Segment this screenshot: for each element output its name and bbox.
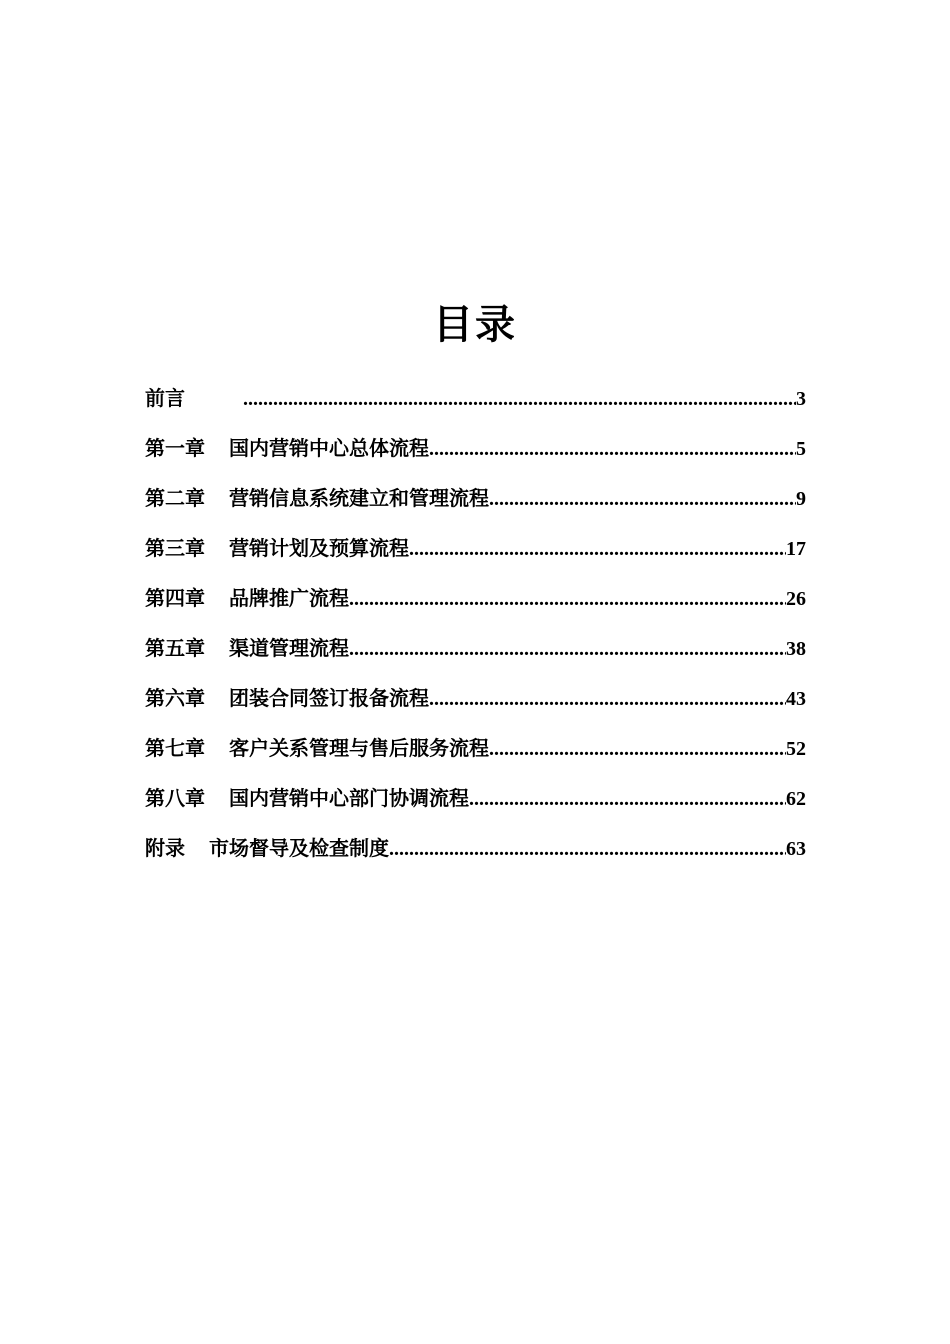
toc-entry-title: 品牌推广流程 xyxy=(229,586,349,610)
toc-entry-preface[interactable] xyxy=(145,380,806,430)
toc-entry-chapter-5[interactable] xyxy=(145,630,806,680)
toc-chapter-label: 前言 xyxy=(145,386,185,410)
toc-entry-appendix[interactable] xyxy=(145,830,806,880)
toc-page-number: 26 xyxy=(786,588,806,610)
toc-page-number: 62 xyxy=(786,788,806,810)
toc-page-number: 17 xyxy=(786,538,806,560)
toc-page-number: 43 xyxy=(786,688,806,710)
toc-page-number: 38 xyxy=(786,638,806,660)
toc-chapter-label: 第六章 xyxy=(145,686,205,710)
toc-chapter-label: 第八章 xyxy=(145,786,205,810)
toc-dot-leader xyxy=(469,781,786,817)
toc-page-number: 52 xyxy=(786,738,806,760)
toc-entry-title: 团装合同签订报备流程 xyxy=(229,686,429,710)
toc-page-number: 63 xyxy=(786,838,806,860)
toc-dot-leader xyxy=(243,381,796,417)
toc-entry-title: 客户关系管理与售后服务流程 xyxy=(229,736,489,760)
toc-chapter-label: 第五章 xyxy=(145,636,205,660)
toc-chapter-label: 第七章 xyxy=(145,736,205,760)
toc-entry-title: 营销计划及预算流程 xyxy=(229,536,409,560)
toc-dot-leader xyxy=(389,831,786,867)
toc-chapter-label: 第三章 xyxy=(145,536,205,560)
toc-dot-leader xyxy=(429,431,796,467)
toc-title: 目录 xyxy=(433,302,517,348)
toc-entry-chapter-3[interactable] xyxy=(145,530,806,580)
toc-page-number: 9 xyxy=(796,488,806,510)
toc-entry-chapter-7[interactable] xyxy=(145,730,806,780)
toc-dot-leader xyxy=(349,631,786,667)
toc-entry-title: 国内营销中心部门协调流程 xyxy=(229,786,469,810)
toc-chapter-label: 第二章 xyxy=(145,486,205,510)
toc-list xyxy=(145,380,806,880)
toc-entry-title: 市场督导及检查制度 xyxy=(209,836,389,860)
toc-chapter-label: 第四章 xyxy=(145,586,205,610)
toc-entry-chapter-6[interactable] xyxy=(145,680,806,730)
toc-page-number: 3 xyxy=(796,388,806,410)
toc-entry-chapter-8[interactable] xyxy=(145,780,806,830)
toc-dot-leader xyxy=(429,681,786,717)
toc-page-number: 5 xyxy=(796,438,806,460)
toc-entry-title: 国内营销中心总体流程 xyxy=(229,436,429,460)
toc-entry-chapter-1[interactable] xyxy=(145,430,806,480)
toc-entry-title: 营销信息系统建立和管理流程 xyxy=(229,486,489,510)
toc-entry-title: 渠道管理流程 xyxy=(229,636,349,660)
toc-entry-chapter-2[interactable] xyxy=(145,480,806,530)
toc-dot-leader xyxy=(349,581,786,617)
toc-dot-leader xyxy=(489,731,786,767)
toc-chapter-label: 附录 xyxy=(145,836,185,860)
toc-dot-leader xyxy=(489,481,796,517)
toc-chapter-label: 第一章 xyxy=(145,436,205,460)
toc-entry-chapter-4[interactable] xyxy=(145,580,806,630)
toc-dot-leader xyxy=(409,531,786,567)
